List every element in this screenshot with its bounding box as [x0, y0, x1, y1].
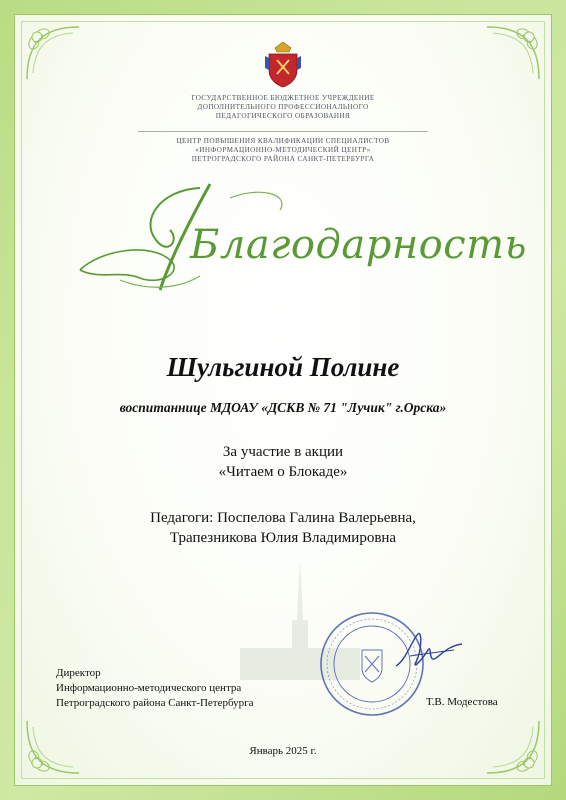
- certificate-title: Благодарность: [190, 222, 527, 268]
- recipient-description: воспитаннице МДОАУ «ДСКВ № 71 "Лучик" г.Орска»: [119, 400, 447, 415]
- reason-line: За участие в акции: [222, 444, 344, 460]
- org-line: ЦЕНТР ПОВЫШЕНИЯ КВАЛИФИКАЦИИ СПЕЦИАЛИСТОВ: [176, 137, 390, 145]
- org-line: ПЕДАГОГИЧЕСКОГО ОБРАЗОВАНИЯ: [215, 112, 351, 121]
- coat-of-arms-icon: [263, 40, 303, 88]
- org-line: ДОПОЛНИТЕЛЬНОГО ПРОФЕССИОНАЛЬНОГО: [197, 103, 369, 112]
- org-line: «ИНФОРМАЦИОННО-МЕТОДИЧЕСКИЙ ЦЕНТР»: [195, 146, 371, 155]
- recipient-name: Шульгиной Полине: [166, 352, 400, 382]
- issue-date: Январь 2025 г.: [249, 745, 317, 757]
- corner-ornament-icon: [483, 23, 543, 83]
- divider: [138, 131, 428, 132]
- signature-icon: [392, 630, 467, 675]
- teachers-line: Трапезникова Юлия Владимировна: [169, 530, 397, 546]
- director-title: [56, 666, 254, 711]
- teachers-line: Педагоги: Поспелова Галина Валерьевна,: [150, 510, 416, 526]
- reason-line: «Читаем о Блокаде»: [218, 464, 348, 480]
- director-line: Петроградского района Санкт-Петербурга: [56, 697, 254, 709]
- org-line: ГОСУДАРСТВЕННОЕ БЮДЖЕТНОЕ УЧРЕЖДЕНИЕ: [191, 94, 375, 102]
- certificate-title-block: [60, 180, 527, 300]
- award-reason: [0, 442, 566, 482]
- org-line: ПЕТРОГРАДСКОГО РАЙОНА САНКТ-ПЕТЕРБУРГА: [191, 155, 375, 164]
- director-name: Т.В. Модестова: [426, 696, 498, 708]
- corner-ornament-icon: [23, 23, 83, 83]
- director-line: Директор: [56, 667, 101, 679]
- teachers-block: [0, 508, 566, 548]
- organization-subheader: [100, 137, 466, 165]
- director-line: Информационно-методического центра: [56, 682, 242, 694]
- organization-header: [100, 94, 466, 122]
